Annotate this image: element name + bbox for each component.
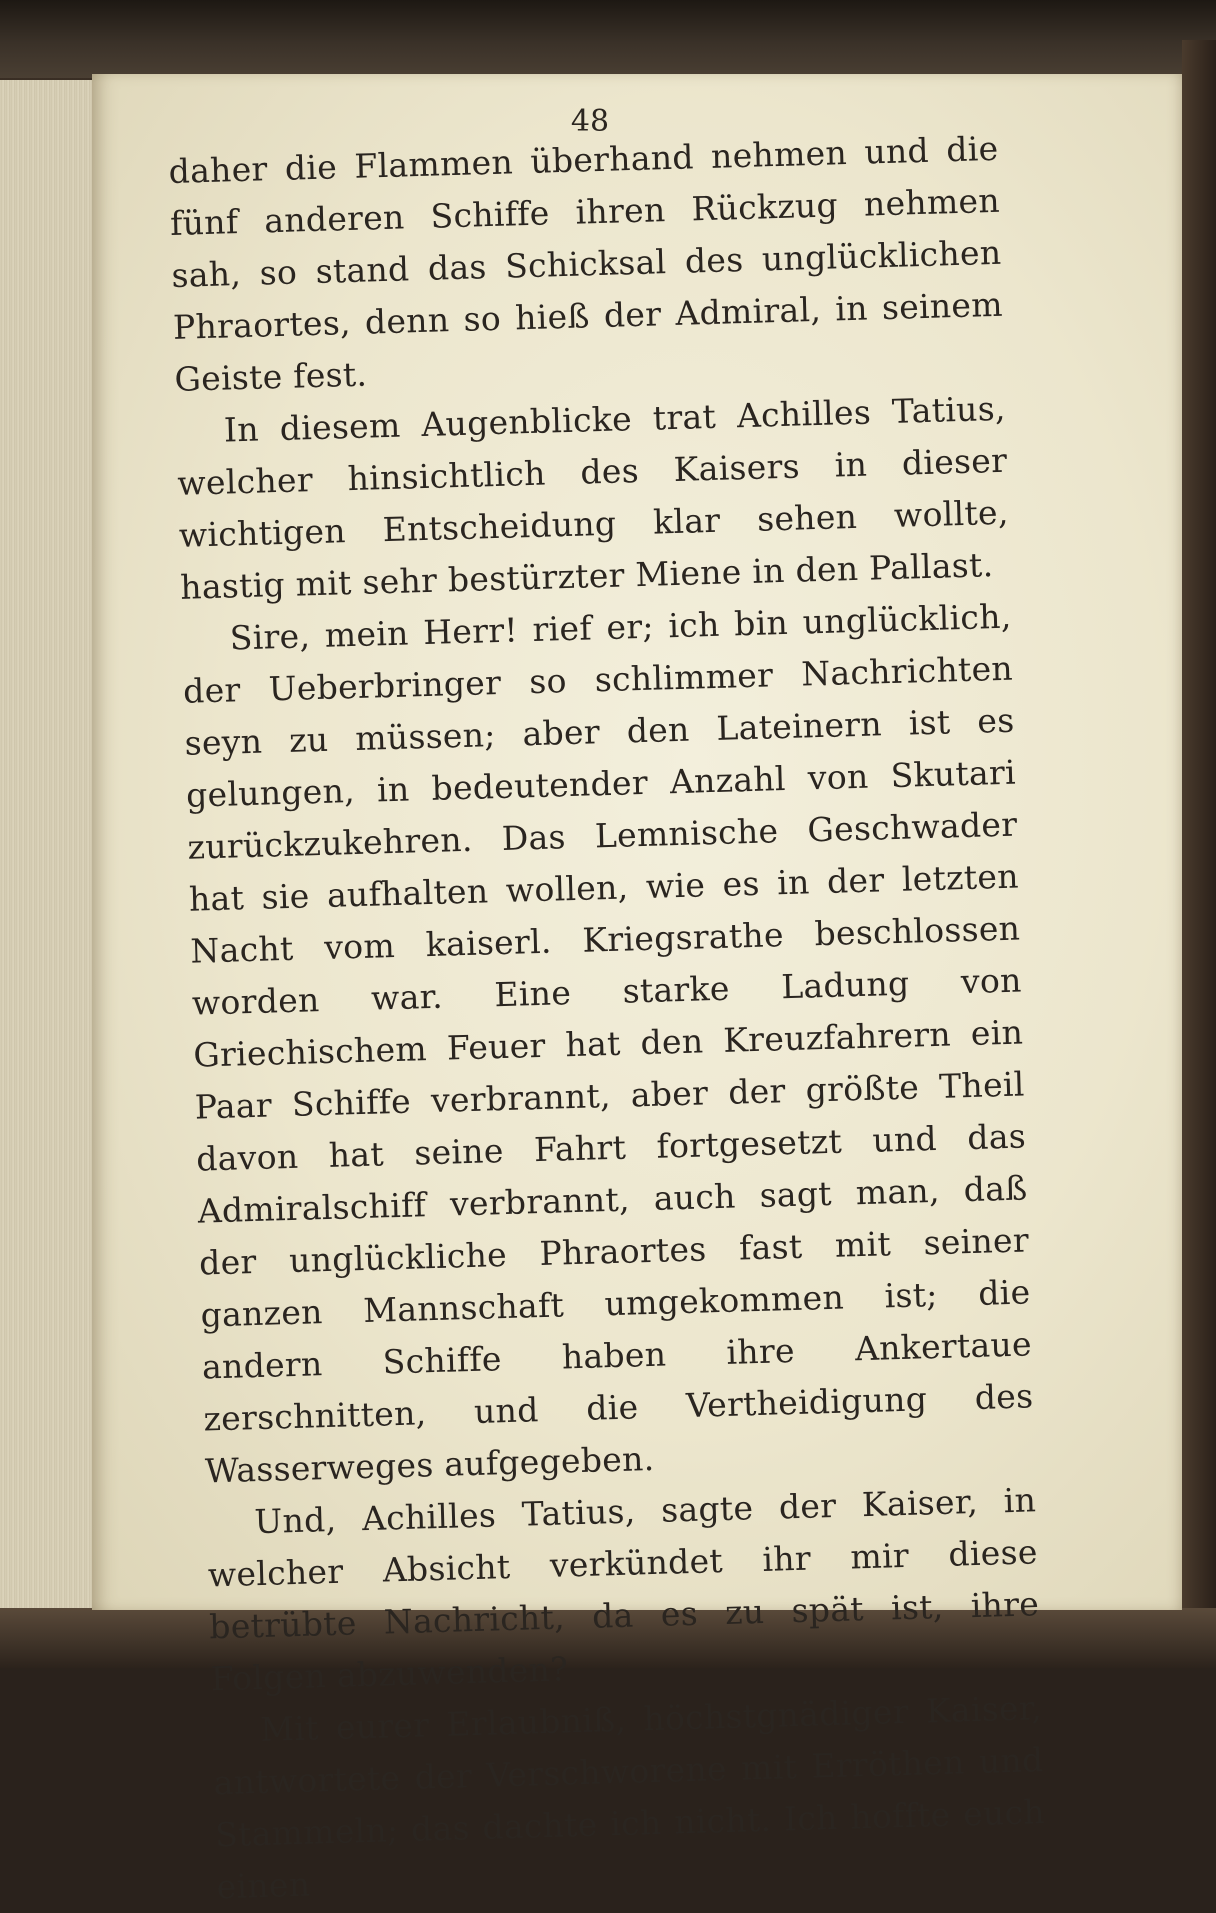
page-stack-edges <box>0 80 102 1610</box>
page-text <box>168 123 1047 1913</box>
book-cover-top <box>0 0 1216 78</box>
paragraph-1: daher die Flammen überhand nehmen und die fünf anderen Schiffe ihren Rückzug nehmen sah, so stand das Schicksal des unglücklichen Phraortes, denn so hieß der Admiral, in seinem Geiste fest. <box>168 128 1004 399</box>
page-number: 48 <box>570 104 610 139</box>
book-cover-right <box>1182 40 1216 1668</box>
paragraph-4: Und, Achilles Tatius, sagte der Kaiser, in welcher Absicht verkündet ihr mir diese betrübte Nachricht, da es zu spät ist, ihre Folgen abzuwenden? <box>207 1480 1040 1699</box>
paragraph-5: Mit eurer Erlaubniß, höchstgnädiger Kaiser, antwortete der Verschworene mit Erröthen und Stammeln; das dachte ich nicht. Ich hoffte euch einen <box>213 1688 1046 1907</box>
paragraph-3: Sire, mein Herr! rief er; ich bin unglücklich, der Ueberbringer so schlimmer Nachrichten seyn zu müssen; aber den Lateinern ist es gelungen, in bedeutender Anzahl von Skutari zurückzukehren. Das Lemnische Geschwader hat sie aufhalten wollen, wie es in der letzten Nacht vom kaiserl. Kriegsrathe beschlossen worden war. Eine starke Ladung von Griechischem Feuer hat den Kreuzfahrern ein Paar Schiffe verbrannt, aber der größte Theil davon hat seine Fahrt fortgesetzt und das Admiralschiff verbrannt, auch sagt man, daß der unglückliche Phraortes fast mit seiner ganzen Mannschaft umgekommen ist; die andern Schiffe haben ihre Ankertaue zerschnitten, und die Vertheidigung des Wasserweges aufgegeben. <box>182 596 1034 1491</box>
paragraph-2: In diesem Augenblicke trat Achilles Tatius, welcher hinsichtlich des Kaisers in dieser wichtigen Entscheidung klar sehen wollte, hastig mit sehr bestürzter Miene in den Pallast. <box>176 388 1010 607</box>
